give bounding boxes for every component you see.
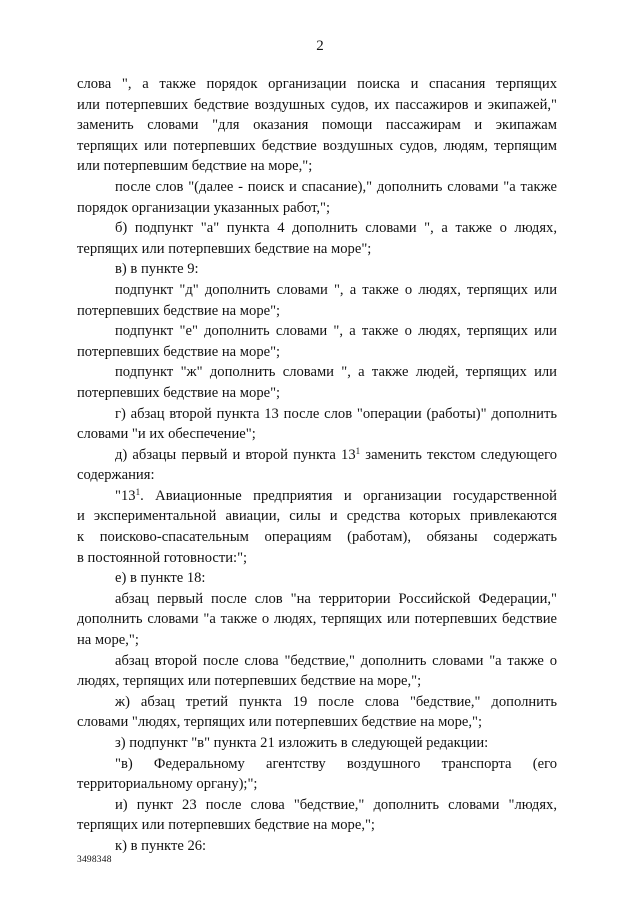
text-line: территориальному органу);"; xyxy=(77,776,258,793)
paragraph xyxy=(77,280,557,301)
text-line: и) пункт 23 после слова "бедствие," дополнить словами "людях, xyxy=(115,796,557,813)
text-line: словами "и их обеспечение"; xyxy=(77,426,256,443)
text-line: к поисково-спасательным операциям (работам), обязаны содержать xyxy=(77,529,557,546)
paragraph xyxy=(77,259,557,280)
paragraph xyxy=(77,177,557,198)
paragraph xyxy=(77,218,557,239)
text-line: терпящих или потерпевших бедствие воздушных судов, людям, терпящим xyxy=(77,137,557,154)
page-number: 2 xyxy=(316,38,324,54)
paragraph xyxy=(77,568,557,589)
text-line: терпящих или потерпевших бедствие на море,"; xyxy=(77,817,375,834)
document-body xyxy=(77,74,557,857)
text-line: или потерпевших бедствие воздушных судов, их пассажиров и экипажей," xyxy=(77,96,557,113)
text-line: на море,"; xyxy=(77,632,139,649)
text-line: или потерпевшим бедствие на море,"; xyxy=(77,158,313,175)
paragraph-continuation xyxy=(77,712,557,733)
paragraph xyxy=(77,754,557,775)
text-line: абзац второй после слова "бедствие," дополнить словами "а также о xyxy=(115,652,557,669)
text-line: подпункт "е" дополнить словами ", а также о людях, терпящих или xyxy=(115,323,557,340)
text-line: ж) абзац третий пункта 19 после слова "бедствие," дополнить xyxy=(115,693,557,710)
paragraph xyxy=(77,733,557,754)
text-line: заменить словами "для оказания помощи пассажирам и экипажам xyxy=(77,117,557,134)
paragraph xyxy=(77,404,557,425)
paragraph xyxy=(77,321,557,342)
text-line: и экспериментальной авиации, силы и средства которых привлекаются xyxy=(77,508,557,525)
text-line: потерпевших бедствие на море"; xyxy=(77,302,281,319)
paragraph-continuation xyxy=(77,198,557,219)
text-line: терпящих или потерпевших бедствие на море"; xyxy=(77,240,372,257)
text-line: з) подпункт "в" пункта 21 изложить в следующей редакции: xyxy=(115,735,489,751)
text-line: подпункт "д" дополнить словами ", а также о людях, терпящих или xyxy=(115,281,557,298)
text-fragment: заменить текстом следующего xyxy=(360,446,557,463)
paragraph-continuation xyxy=(77,774,557,795)
paragraph-continuation xyxy=(77,465,557,486)
paragraph xyxy=(77,836,557,857)
text-line: подпункт "ж" дополнить словами ", а также людей, терпящих или xyxy=(115,364,557,381)
text-line: "в) Федеральному агентству воздушного транспорта (его xyxy=(115,755,557,772)
paragraph-continuation xyxy=(77,301,557,322)
text-line: потерпевших бедствие на море"; xyxy=(77,343,281,360)
text-fragment: . Авиационные предприятия и организации государственной xyxy=(140,487,557,504)
paragraph xyxy=(77,589,557,610)
text-line: порядок организации указанных работ,"; xyxy=(77,199,331,216)
text-line: к) в пункте 26: xyxy=(115,837,207,854)
paragraph-continuation xyxy=(77,815,557,836)
paragraph xyxy=(77,795,557,816)
text-line: абзац первый после слов "на территории Российской Федерации," xyxy=(115,590,557,607)
text-line xyxy=(77,445,557,466)
text-fragment: д) абзацы первый и второй пункта 13 xyxy=(115,446,356,463)
text-line: б) подпункт "а" пункта 4 дополнить словами ", а также о людях, xyxy=(115,220,557,237)
text-line: после слов "(далее - поиск и спасание)," дополнить словами "а также xyxy=(115,178,557,195)
superscript: 1 xyxy=(355,445,361,456)
superscript: 1 xyxy=(135,486,141,497)
text-line: словами "людях, терпящих или потерпевших бедствие на море,"; xyxy=(77,714,483,731)
paragraph-continuation xyxy=(77,424,557,445)
document-code: 3498348 xyxy=(77,855,112,865)
paragraph-continuation xyxy=(77,239,557,260)
paragraph-continuation xyxy=(77,671,557,692)
paragraph xyxy=(77,445,557,466)
text-line: е) в пункте 18: xyxy=(115,570,206,587)
paragraph-continuation xyxy=(77,506,557,568)
text-line: г) абзац второй пункта 13 после слов "операции (работы)" дополнить xyxy=(115,405,557,422)
text-line: в) в пункте 9: xyxy=(115,261,199,278)
text-line: содержания: xyxy=(77,467,155,484)
paragraph xyxy=(77,692,557,713)
paragraph-continuation xyxy=(77,342,557,363)
text-line: в постоянной готовности:"; xyxy=(77,549,248,566)
paragraph-continuation xyxy=(77,609,557,650)
paragraph-continuation xyxy=(77,383,557,404)
text-line: слова ", а также порядок организации поиска и спасания терпящих xyxy=(77,76,557,92)
paragraph xyxy=(77,362,557,383)
paragraph xyxy=(77,486,557,507)
paragraph xyxy=(77,651,557,672)
text-fragment: "13 xyxy=(115,487,136,504)
text-line xyxy=(77,486,557,507)
paragraph xyxy=(77,74,557,177)
text-line: людях, терпящих или потерпевших бедствие на море,"; xyxy=(77,673,422,690)
text-line: дополнить словами "а также о людях, терпящих или потерпевших бедствие xyxy=(77,611,557,628)
text-line: потерпевших бедствие на море"; xyxy=(77,384,281,401)
